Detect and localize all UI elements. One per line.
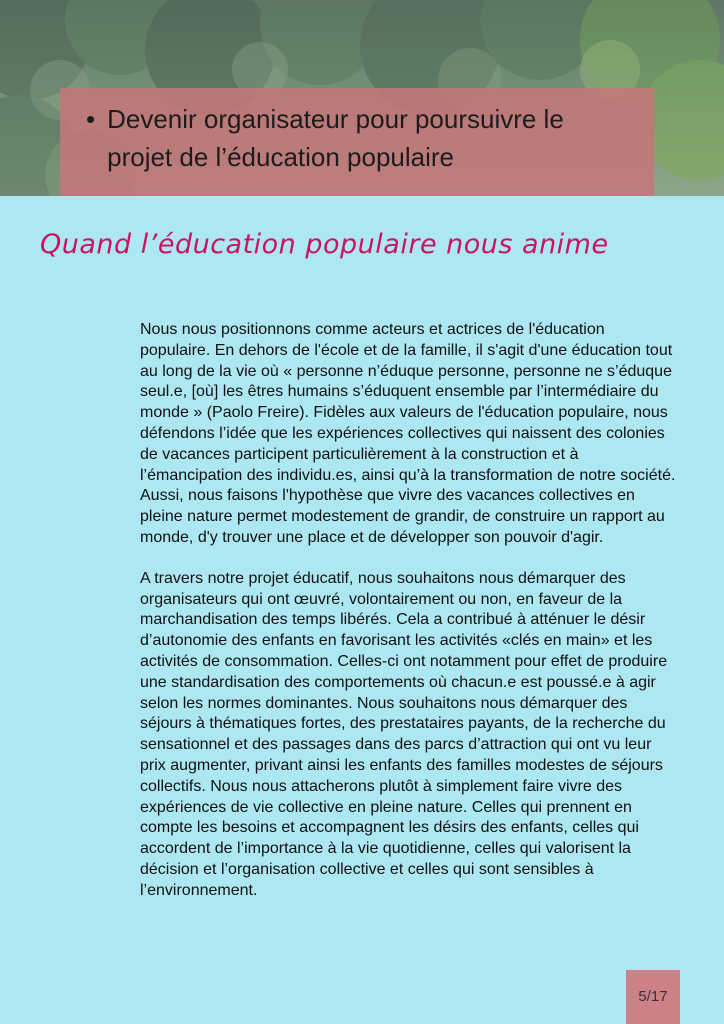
header-bullet-item: [86, 100, 634, 176]
body-text: [140, 320, 676, 922]
paragraph-1: Nous nous positionnons comme acteurs et actrices de l'éducation populaire. En dehors de l'école et de la famille, il s'agit d'une éducation tout au long de la vie où « personne n’éduque personne, personne ne s’éduque seul.e, [où] les êtres humains s’éduquent ensemble par l’intermédiaire du monde » (Paolo Freire). Fidèles aux valeurs de l'éducation populaire, nous défendons l’idée que les expériences collectives qui naissent des colonies de vacances participent particulièrement à la construction et à l’émancipation des individu.es, ainsi qu’à la transformation de notre société. Aussi, nous faisons l'hypothèse que vivre des vacances collectives en pleine nature permet modestement de grandir, de construire un rapport au monde, d'y trouver une place et de développer son pouvoir d'agir.: [140, 321, 676, 546]
paragraph-2: A travers notre projet éducatif, nous souhaitons nous démarquer des organisateurs qui ont œuvré, volontairement ou non, en faveur de la marchandisation des temps libérés. Cela a contribué à atténuer le désir d’autonomie des enfants en favorisant les activités «clés en main» et les activités de consommation. Celles-ci ont notamment pour effet de produire une standardisation des comportements où chacun.e est poussé.e à agir selon les normes dominantes. Nous souhaitons nous démarquer des séjours à thématiques fortes, des prestataires payants, de la recherche du sensationnel et des passages dans des parcs d’attraction qui ont vu leur prix augmenter, privant ainsi les enfants des familles modestes de séjours collectifs. Nous nous attacherons plutôt à simplement faire vivre des expériences de vie collective en pleine nature. Celles qui prennent en compte les besoins et accompagnent les désirs des enfants, celles qui accordent de l’importance à la vie quotidienne, celles qui valorisent la décision et l’organisation collective et celles qui sont sensibles à l’environnement.: [140, 569, 668, 899]
header-banner: [60, 88, 654, 196]
section-title: Quand l’éducation populaire nous anime: [40, 229, 609, 260]
header-bullet-text: Devenir organisateur pour poursuivre le projet de l’éducation populaire: [107, 104, 564, 172]
bullet-dot-icon: •: [86, 104, 96, 134]
page-number-badge: 5/17: [626, 970, 680, 1024]
